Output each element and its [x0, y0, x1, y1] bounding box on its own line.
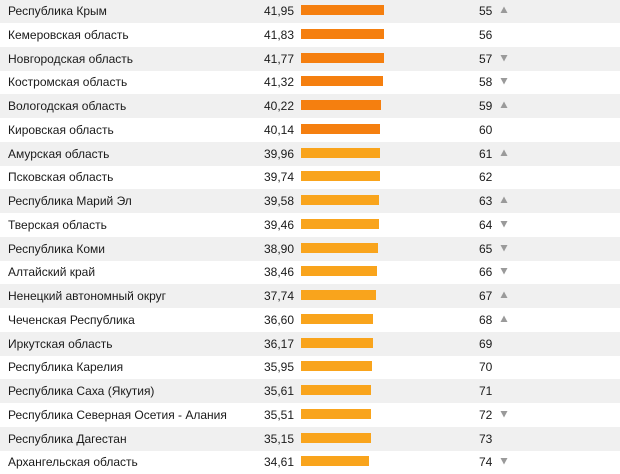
score-value: 35,95 [263, 360, 294, 375]
rank-value: 60 [479, 122, 493, 137]
table-row [0, 165, 620, 189]
arrow-down-icon [500, 410, 508, 418]
region-name: Амурская область [8, 146, 110, 161]
region-name: Республика Коми [8, 241, 105, 256]
score-bar [301, 100, 381, 110]
score-bar [301, 385, 371, 395]
rank-value: 58 [479, 75, 493, 90]
score-bar [301, 195, 379, 205]
rank-value: 61 [479, 146, 493, 161]
table-row [0, 308, 620, 332]
score-bar [301, 29, 384, 39]
table-row [0, 260, 620, 284]
score-bar [301, 148, 380, 158]
score-bar [301, 409, 371, 419]
table-row [0, 70, 620, 94]
arrow-down-icon [500, 267, 508, 275]
table-row [0, 118, 620, 142]
region-name: Республика Саха (Якутия) [8, 384, 155, 398]
score-bar [301, 76, 383, 86]
table-row [0, 213, 620, 237]
score-value: 39,46 [263, 217, 294, 232]
table-row [0, 47, 620, 71]
table-row [0, 427, 620, 451]
rank-value: 72 [479, 407, 493, 422]
score-value: 41,77 [263, 51, 294, 66]
table-row [0, 332, 620, 356]
region-name: Республика Крым [8, 4, 107, 18]
rank-value: 56 [479, 27, 493, 42]
rank-value: 70 [479, 360, 493, 375]
rank-value: 63 [479, 194, 493, 208]
rank-value: 59 [479, 99, 493, 113]
arrow-down-icon [500, 457, 508, 465]
region-name: Иркутская область [8, 336, 113, 351]
arrow-up-icon [500, 196, 508, 204]
arrow-up-icon [500, 6, 508, 14]
rank-value: 64 [479, 217, 493, 232]
score-value: 35,61 [263, 384, 294, 398]
rank-value: 73 [479, 431, 493, 446]
score-value: 35,51 [263, 407, 294, 422]
score-value: 36,60 [263, 312, 294, 327]
table-row [0, 189, 620, 213]
rank-value: 74 [479, 455, 493, 470]
score-bar [301, 243, 378, 253]
region-name: Ненецкий автономный округ [8, 289, 167, 303]
arrow-down-icon [500, 220, 508, 228]
region-name: Новгородская область [8, 51, 134, 66]
score-value: 41,32 [263, 75, 294, 90]
rank-value: 62 [479, 170, 493, 185]
score-value: 39,74 [263, 170, 294, 185]
score-bar [301, 433, 371, 443]
score-value: 36,17 [263, 336, 294, 351]
table-row [0, 284, 620, 308]
score-value: 34,61 [263, 455, 294, 470]
region-name: Тверская область [8, 217, 107, 232]
score-bar [301, 290, 376, 300]
region-name: Архангельская область [8, 455, 138, 470]
table-row [0, 450, 620, 474]
table-row [0, 142, 620, 166]
score-value: 37,74 [263, 289, 294, 303]
arrow-down-icon [500, 54, 508, 62]
region-name: Республика Дагестан [8, 431, 127, 446]
region-name: Кемеровская область [8, 27, 129, 42]
score-value: 38,90 [263, 241, 294, 256]
rank-value: 66 [479, 265, 493, 280]
score-bar [301, 361, 372, 371]
score-bar [301, 124, 380, 134]
region-name: Республика Марий Эл [8, 194, 132, 208]
rank-value: 55 [479, 4, 493, 18]
score-bar [301, 456, 369, 466]
table-row [0, 355, 620, 379]
score-bar [301, 314, 373, 324]
rank-value: 69 [479, 336, 493, 351]
score-value: 40,22 [263, 99, 294, 113]
region-name: Костромская область [8, 75, 128, 90]
rank-value: 71 [479, 384, 493, 398]
rank-value: 68 [479, 312, 493, 327]
region-name: Чеченская Республика [8, 312, 135, 327]
arrow-up-icon [500, 315, 508, 323]
table-row [0, 94, 620, 118]
score-value: 35,15 [263, 431, 294, 446]
rank-value: 57 [479, 51, 493, 66]
score-value: 38,46 [263, 265, 294, 280]
rank-value: 67 [479, 289, 493, 303]
table-row [0, 237, 620, 261]
arrow-down-icon [500, 77, 508, 85]
score-bar [301, 219, 379, 229]
rank-value: 65 [479, 241, 493, 256]
region-name: Псковская область [8, 170, 114, 185]
region-name: Алтайский край [8, 265, 96, 280]
score-value: 41,95 [263, 4, 294, 18]
table-row [0, 403, 620, 427]
score-value: 40,14 [263, 122, 294, 137]
region-name: Республика Северная Осетия - Алания [8, 407, 227, 422]
score-bar [301, 338, 373, 348]
arrow-up-icon [500, 149, 508, 157]
score-bar [301, 5, 384, 15]
region-name: Республика Карелия [8, 360, 124, 375]
arrow-up-icon [500, 291, 508, 299]
table-row [0, 0, 620, 23]
table-row [0, 23, 620, 47]
score-value: 39,96 [263, 146, 294, 161]
region-name: Кировская область [8, 122, 114, 137]
table-row [0, 379, 620, 403]
score-bar [301, 53, 384, 63]
arrow-down-icon [500, 244, 508, 252]
arrow-up-icon [500, 101, 508, 109]
score-bar [301, 266, 377, 276]
score-bar [301, 171, 380, 181]
region-name: Вологодская область [8, 99, 127, 113]
score-value: 41,83 [263, 27, 294, 42]
score-value: 39,58 [263, 194, 294, 208]
